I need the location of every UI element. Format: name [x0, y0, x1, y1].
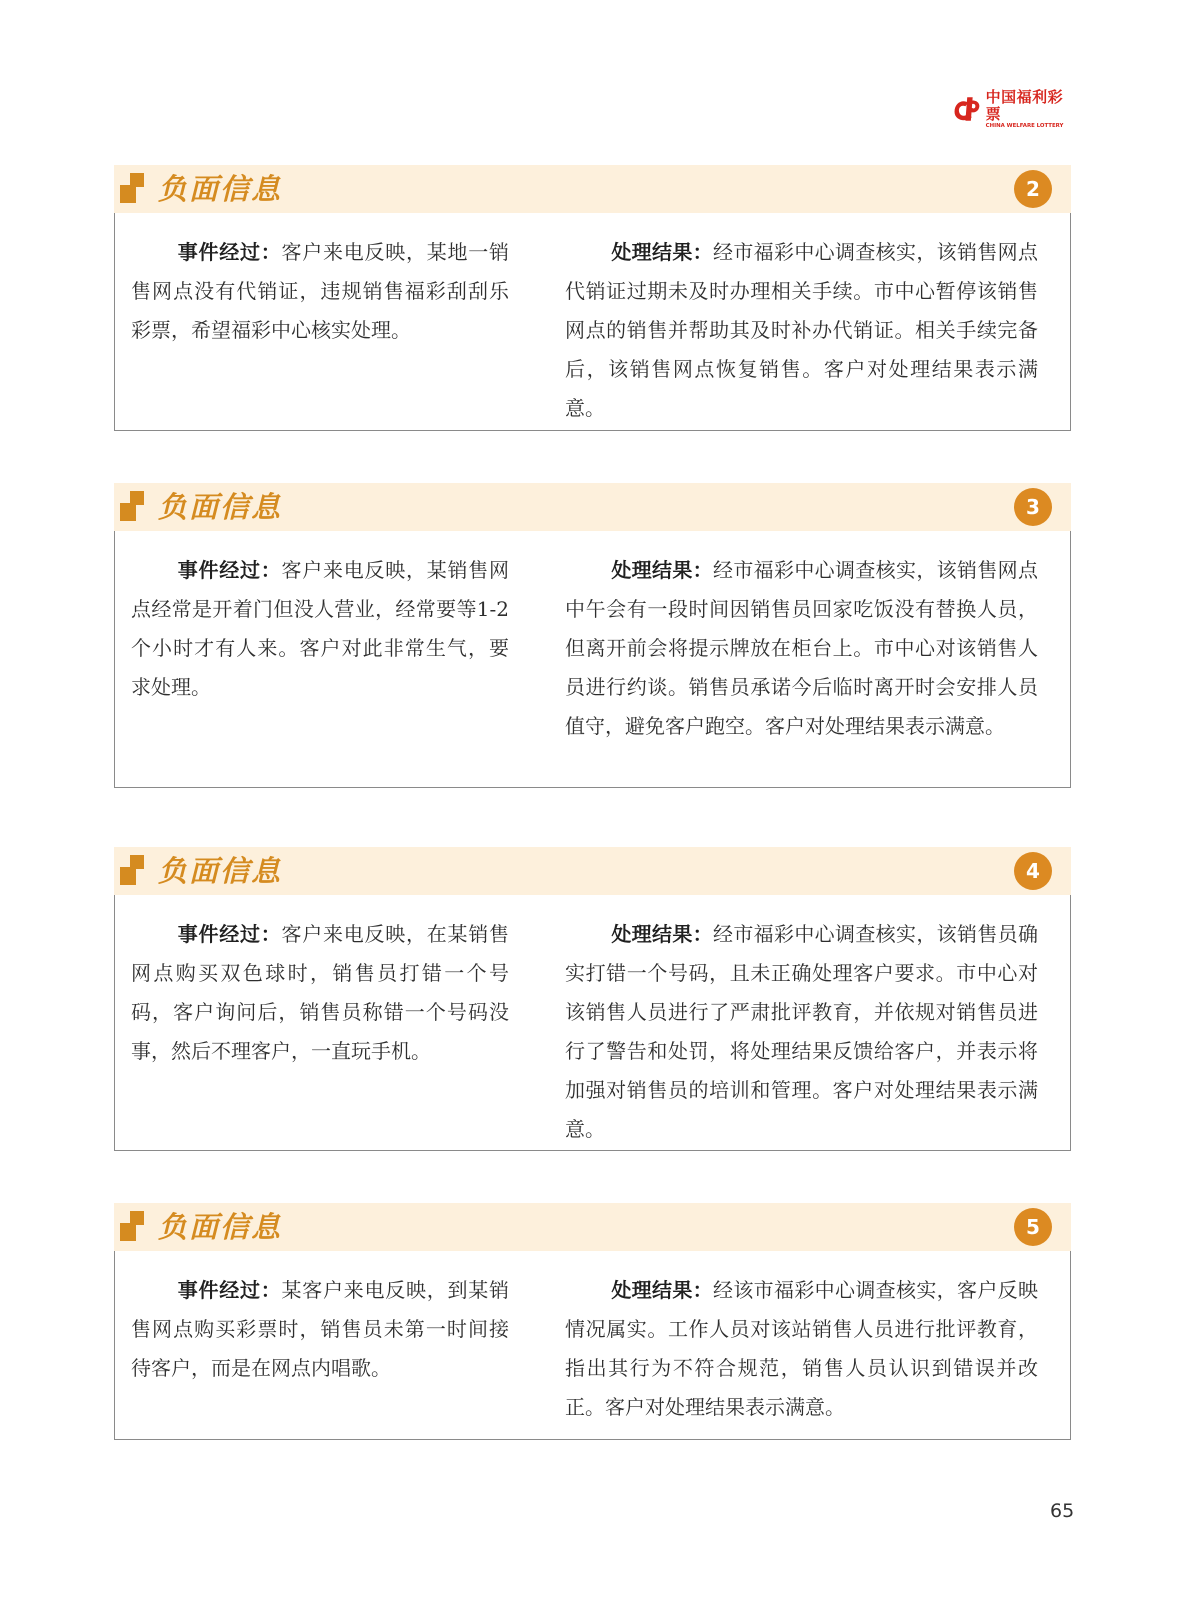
- card-header: [114, 165, 1071, 213]
- event-text: 客户来电反映，在某销售网点购买双色球时，销售员打错一个号码，客户询问后，销售员称错一个号码没事，然后不理客户，一直玩手机。: [131, 922, 509, 1063]
- china-welfare-lottery-logo: [950, 87, 1070, 129]
- event-text: 客户来电反映，某销售网点经常是开着门但没人营业，经常要等1-2个小时才有人来。客户对此非常生气，要求处理。: [131, 558, 509, 699]
- event-label: 事件经过：: [177, 558, 282, 582]
- result-label: 处理结果：: [611, 922, 713, 946]
- result-column: [565, 915, 1038, 1149]
- result-label: 处理结果：: [611, 1278, 713, 1302]
- event-label: 事件经过：: [177, 240, 282, 264]
- stacked-squares-icon: [118, 853, 150, 889]
- result-text: 经该市福彩中心调查核实，客户反映情况属实。工作人员对该站销售人员进行批评教育，指出其行为不符合规范，销售人员认识到错误并改正。客户对处理结果表示满意。: [565, 1278, 1038, 1419]
- event-text: 某客户来电反映，到某销售网点购买彩票时，销售员未第一时间接待客户，而是在网点内唱歌。: [131, 1278, 509, 1380]
- event-label: 事件经过：: [177, 922, 282, 946]
- result-text: 经市福彩中心调查核实，该销售网点中午会有一段时间因销售员回家吃饭没有替换人员，但离开前会将提示牌放在柜台上。市中心对该销售人员进行约谈。销售员承诺今后临时离开时会安排人员值守，避免客户跑空。客户对处理结果表示满意。: [565, 558, 1038, 738]
- case-number-badge: 5: [1014, 1208, 1052, 1246]
- result-label: 处理结果：: [611, 240, 713, 264]
- case-number-badge: 3: [1014, 488, 1052, 526]
- card-title: 负面信息: [158, 172, 283, 206]
- event-label: 事件经过：: [177, 1278, 282, 1302]
- card-body: [114, 213, 1071, 431]
- negative-info-card: [114, 1203, 1071, 1440]
- event-column: [131, 1271, 509, 1388]
- result-text: 经市福彩中心调查核实，该销售网点代销证过期未及时办理相关手续。市中心暂停该销售网点的销售并帮助其及时补办代销证。相关手续完备后，该销售网点恢复销售。客户对处理结果表示满意。: [565, 240, 1038, 420]
- card-title: 负面信息: [158, 1210, 283, 1244]
- result-column: [565, 1271, 1038, 1427]
- result-label: 处理结果：: [611, 558, 713, 582]
- page-number: 65: [1050, 1500, 1075, 1522]
- card-header: [114, 483, 1071, 531]
- stacked-squares-icon: [118, 171, 150, 207]
- event-column: [131, 551, 509, 707]
- negative-info-card: [114, 165, 1071, 431]
- result-column: [565, 233, 1038, 428]
- stacked-squares-icon: [118, 1209, 150, 1245]
- event-column: [131, 233, 509, 350]
- card-header: [114, 847, 1071, 895]
- welfare-lottery-emblem-icon: [950, 92, 983, 126]
- negative-info-card: [114, 847, 1071, 1151]
- card-body: [114, 531, 1071, 788]
- negative-info-card: [114, 483, 1071, 788]
- card-header: [114, 1203, 1071, 1251]
- event-column: [131, 915, 509, 1071]
- case-number-badge: 2: [1014, 170, 1052, 208]
- case-number-badge: 4: [1014, 852, 1052, 890]
- result-column: [565, 551, 1038, 746]
- card-body: [114, 1251, 1071, 1440]
- card-title: 负面信息: [158, 490, 283, 524]
- stacked-squares-icon: [118, 489, 150, 525]
- logo-english-text: CHINA WELFARE LOTTERY: [985, 122, 1064, 129]
- card-body: [114, 895, 1071, 1151]
- card-title: 负面信息: [158, 854, 283, 888]
- logo-chinese-text: 中国福利彩票: [985, 87, 1064, 123]
- event-text: 客户来电反映，某地一销售网点没有代销证，违规销售福彩刮刮乐彩票，希望福彩中心核实处理。: [131, 240, 509, 342]
- result-text: 经市福彩中心调查核实，该销售员确实打错一个号码，且未正确处理客户要求。市中心对该销售人员进行了严肃批评教育，并依规对销售员进行了警告和处罚，将处理结果反馈给客户，并表示将加强对销售员的培训和管理。客户对处理结果表示满意。: [565, 922, 1038, 1141]
